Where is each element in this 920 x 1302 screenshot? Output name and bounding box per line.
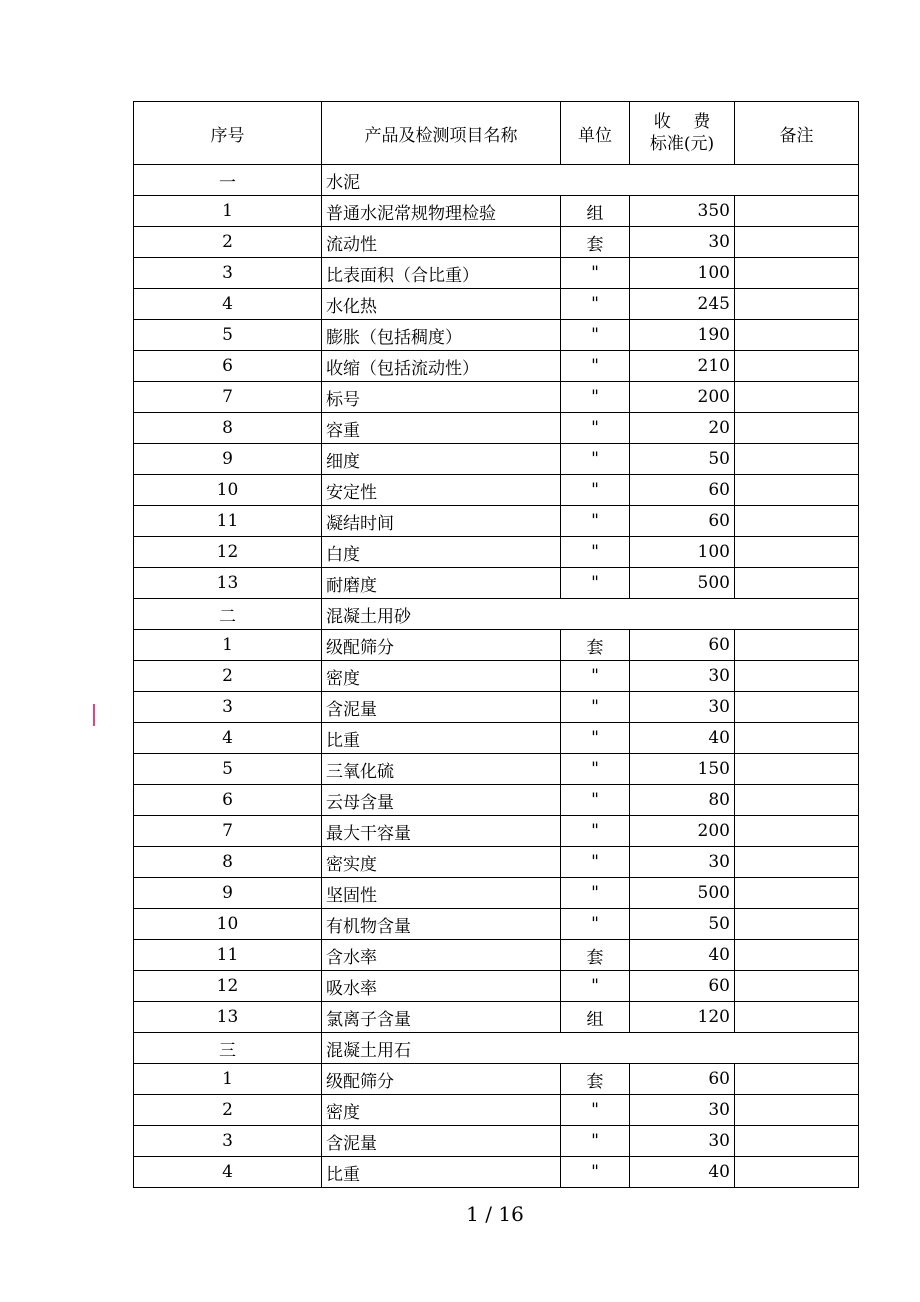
item-number: 6	[134, 351, 322, 382]
section-title: 混凝土用石	[322, 1033, 859, 1064]
item-number: 3	[134, 692, 322, 723]
item-name: 细度	[322, 444, 561, 475]
item-note	[735, 754, 859, 785]
item-unit: 套	[561, 630, 630, 661]
item-name: 含泥量	[322, 692, 561, 723]
item-name: 吸水率	[322, 971, 561, 1002]
item-price: 60	[630, 506, 735, 537]
item-name: 普通水泥常规物理检验	[322, 196, 561, 227]
table-row	[134, 227, 859, 258]
item-note	[735, 971, 859, 1002]
item-note	[735, 661, 859, 692]
item-note	[735, 909, 859, 940]
item-name: 比重	[322, 723, 561, 754]
item-price: 60	[630, 971, 735, 1002]
table-header	[134, 102, 859, 165]
item-name: 容重	[322, 413, 561, 444]
item-note	[735, 1157, 859, 1188]
item-price: 30	[630, 227, 735, 258]
item-unit: "	[561, 1095, 630, 1126]
item-price: 40	[630, 940, 735, 971]
item-unit: 套	[561, 940, 630, 971]
table-row	[134, 506, 859, 537]
section-row	[134, 165, 859, 196]
item-note	[735, 785, 859, 816]
item-name: 坚固性	[322, 878, 561, 909]
table-row	[134, 1157, 859, 1188]
item-note	[735, 382, 859, 413]
item-number: 9	[134, 444, 322, 475]
header-note: 备注	[735, 102, 859, 165]
item-note	[735, 444, 859, 475]
item-price: 200	[630, 382, 735, 413]
item-number: 5	[134, 320, 322, 351]
item-price: 30	[630, 1095, 735, 1126]
item-price: 245	[630, 289, 735, 320]
item-name: 水化热	[322, 289, 561, 320]
item-price: 40	[630, 723, 735, 754]
item-price: 30	[630, 661, 735, 692]
item-name: 级配筛分	[322, 1064, 561, 1095]
item-unit: "	[561, 351, 630, 382]
item-price: 30	[630, 692, 735, 723]
item-name: 安定性	[322, 475, 561, 506]
item-unit: "	[561, 692, 630, 723]
item-unit: "	[561, 1126, 630, 1157]
item-price: 60	[630, 1064, 735, 1095]
item-number: 12	[134, 537, 322, 568]
table-row	[134, 878, 859, 909]
table-row	[134, 723, 859, 754]
item-price: 500	[630, 568, 735, 599]
header-price-line2: 标准(元)	[649, 134, 715, 154]
item-unit: "	[561, 289, 630, 320]
item-price: 120	[630, 1002, 735, 1033]
item-number: 7	[134, 382, 322, 413]
item-name: 含水率	[322, 940, 561, 971]
item-unit: "	[561, 878, 630, 909]
item-number: 1	[134, 196, 322, 227]
item-note	[735, 568, 859, 599]
item-price: 30	[630, 847, 735, 878]
item-name: 白度	[322, 537, 561, 568]
table-row	[134, 382, 859, 413]
item-note	[735, 351, 859, 382]
item-name: 比重	[322, 1157, 561, 1188]
table-row	[134, 1095, 859, 1126]
item-price: 50	[630, 909, 735, 940]
item-number: 5	[134, 754, 322, 785]
header-price	[630, 102, 735, 165]
item-unit: "	[561, 1157, 630, 1188]
item-name: 氯离子含量	[322, 1002, 561, 1033]
item-unit: "	[561, 816, 630, 847]
item-number: 3	[134, 258, 322, 289]
table-row	[134, 692, 859, 723]
item-note	[735, 196, 859, 227]
item-unit: "	[561, 754, 630, 785]
item-note	[735, 878, 859, 909]
item-unit: 组	[561, 1002, 630, 1033]
table-row	[134, 1064, 859, 1095]
section-row	[134, 1033, 859, 1064]
item-price: 20	[630, 413, 735, 444]
table-row	[134, 1002, 859, 1033]
header-name: 产品及检测项目名称	[322, 102, 561, 165]
header-unit: 单位	[561, 102, 630, 165]
item-number: 8	[134, 413, 322, 444]
item-price: 190	[630, 320, 735, 351]
table-row	[134, 537, 859, 568]
item-number: 13	[134, 568, 322, 599]
item-name: 有机物含量	[322, 909, 561, 940]
table-row	[134, 351, 859, 382]
table-row	[134, 444, 859, 475]
item-unit: 组	[561, 196, 630, 227]
table-body	[134, 165, 859, 1188]
item-name: 级配筛分	[322, 630, 561, 661]
item-name: 三氧化硫	[322, 754, 561, 785]
item-price: 100	[630, 258, 735, 289]
table-row	[134, 475, 859, 506]
item-note	[735, 320, 859, 351]
item-number: 1	[134, 630, 322, 661]
item-note	[735, 227, 859, 258]
item-name: 凝结时间	[322, 506, 561, 537]
item-note	[735, 1095, 859, 1126]
item-note	[735, 630, 859, 661]
item-note	[735, 413, 859, 444]
item-number: 4	[134, 723, 322, 754]
item-name: 密度	[322, 661, 561, 692]
table-row	[134, 971, 859, 1002]
item-name: 密实度	[322, 847, 561, 878]
item-price: 50	[630, 444, 735, 475]
item-number: 3	[134, 1126, 322, 1157]
page-number: 1 / 16	[466, 1202, 524, 1226]
item-name: 膨胀（包括稠度）	[322, 320, 561, 351]
item-note	[735, 816, 859, 847]
table-row	[134, 1126, 859, 1157]
item-unit: "	[561, 413, 630, 444]
item-number: 2	[134, 227, 322, 258]
item-number: 7	[134, 816, 322, 847]
item-price: 30	[630, 1126, 735, 1157]
table-row	[134, 289, 859, 320]
header-price-line1: 收 费	[653, 112, 711, 132]
item-unit: "	[561, 661, 630, 692]
item-price: 350	[630, 196, 735, 227]
table-row	[134, 909, 859, 940]
item-name: 标号	[322, 382, 561, 413]
item-number: 10	[134, 909, 322, 940]
section-title: 水泥	[322, 165, 859, 196]
item-number: 12	[134, 971, 322, 1002]
item-price: 60	[630, 630, 735, 661]
item-unit: "	[561, 382, 630, 413]
item-number: 11	[134, 506, 322, 537]
item-name: 收缩（包括流动性）	[322, 351, 561, 382]
item-price: 200	[630, 816, 735, 847]
table-row	[134, 196, 859, 227]
item-note	[735, 475, 859, 506]
table-row	[134, 940, 859, 971]
table-row	[134, 258, 859, 289]
item-unit: "	[561, 444, 630, 475]
item-price: 150	[630, 754, 735, 785]
item-note	[735, 940, 859, 971]
header-no: 序号	[134, 102, 322, 165]
item-unit: "	[561, 537, 630, 568]
item-number: 2	[134, 1095, 322, 1126]
item-number: 4	[134, 1157, 322, 1188]
item-name: 耐磨度	[322, 568, 561, 599]
item-note	[735, 289, 859, 320]
item-unit: "	[561, 568, 630, 599]
item-unit: "	[561, 785, 630, 816]
section-number: 二	[134, 599, 322, 630]
item-price: 210	[630, 351, 735, 382]
item-unit: "	[561, 258, 630, 289]
item-unit: "	[561, 475, 630, 506]
item-unit: "	[561, 506, 630, 537]
item-number: 13	[134, 1002, 322, 1033]
table-row	[134, 568, 859, 599]
item-number: 4	[134, 289, 322, 320]
item-name: 流动性	[322, 227, 561, 258]
item-number: 1	[134, 1064, 322, 1095]
table-row	[134, 816, 859, 847]
margin-mark	[93, 704, 95, 726]
item-note	[735, 723, 859, 754]
item-number: 10	[134, 475, 322, 506]
item-name: 最大干容量	[322, 816, 561, 847]
item-note	[735, 1126, 859, 1157]
item-unit: "	[561, 971, 630, 1002]
item-number: 6	[134, 785, 322, 816]
item-number: 2	[134, 661, 322, 692]
section-title: 混凝土用砂	[322, 599, 859, 630]
item-unit: "	[561, 723, 630, 754]
table-row	[134, 320, 859, 351]
item-price: 80	[630, 785, 735, 816]
item-price: 40	[630, 1157, 735, 1188]
item-note	[735, 506, 859, 537]
item-price: 500	[630, 878, 735, 909]
item-note	[735, 537, 859, 568]
section-row	[134, 599, 859, 630]
table-row	[134, 847, 859, 878]
table-row	[134, 754, 859, 785]
table-row	[134, 785, 859, 816]
item-unit: 套	[561, 227, 630, 258]
section-number: 三	[134, 1033, 322, 1064]
table-row	[134, 661, 859, 692]
item-note	[735, 1002, 859, 1033]
item-price: 60	[630, 475, 735, 506]
item-unit: "	[561, 909, 630, 940]
item-unit: "	[561, 847, 630, 878]
item-note	[735, 1064, 859, 1095]
item-number: 11	[134, 940, 322, 971]
item-name: 云母含量	[322, 785, 561, 816]
item-note	[735, 692, 859, 723]
table-row	[134, 413, 859, 444]
item-unit: 套	[561, 1064, 630, 1095]
item-number: 8	[134, 847, 322, 878]
item-name: 比表面积（合比重）	[322, 258, 561, 289]
item-name: 密度	[322, 1095, 561, 1126]
item-price: 100	[630, 537, 735, 568]
table-row	[134, 630, 859, 661]
item-unit: "	[561, 320, 630, 351]
fee-table	[133, 101, 859, 1188]
item-note	[735, 847, 859, 878]
item-number: 9	[134, 878, 322, 909]
item-note	[735, 258, 859, 289]
section-number: 一	[134, 165, 322, 196]
item-name: 含泥量	[322, 1126, 561, 1157]
